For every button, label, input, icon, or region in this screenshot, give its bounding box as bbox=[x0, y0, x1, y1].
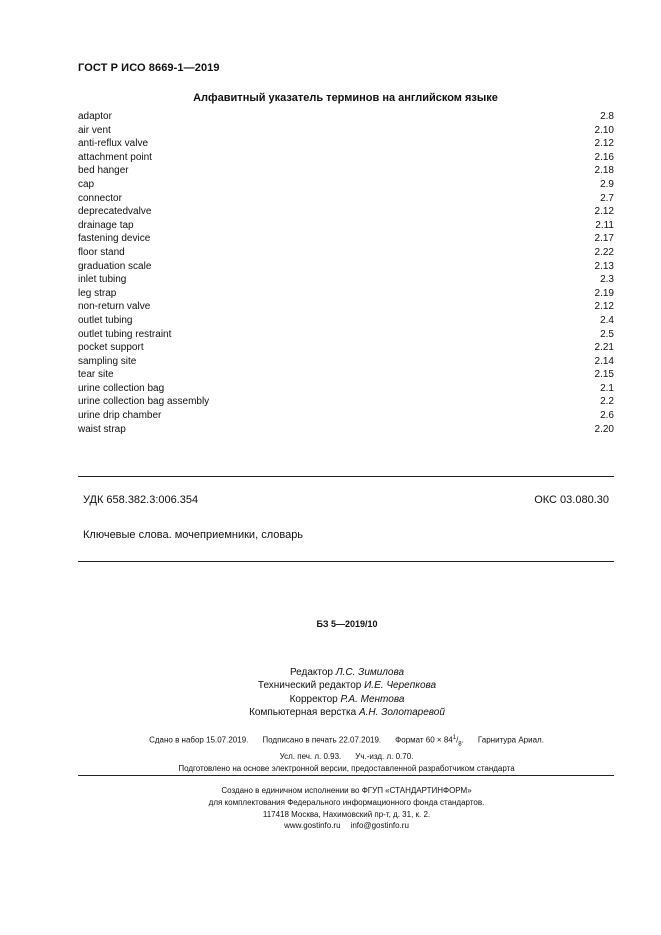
divider-bottom bbox=[78, 561, 614, 562]
format-denominator: 8 bbox=[458, 741, 462, 748]
index-term: outlet tubing restraint bbox=[78, 328, 172, 340]
index-ref: 2.14 bbox=[594, 355, 614, 367]
index-term: outlet tubing bbox=[78, 314, 133, 326]
index-term: cap bbox=[78, 178, 95, 190]
index-entry bbox=[78, 287, 614, 301]
staff-role: Корректор bbox=[289, 693, 338, 705]
index-term: connector bbox=[78, 192, 122, 204]
index-entry bbox=[78, 151, 614, 165]
index-ref: 2.3 bbox=[600, 274, 614, 286]
print-line-1 bbox=[32, 732, 661, 751]
keywords: Ключевые слова. мочеприемники, словарь bbox=[83, 529, 304, 541]
staff-line-tech-editor bbox=[33, 679, 661, 692]
print-details bbox=[0, 732, 661, 775]
format-separator: / bbox=[456, 735, 459, 745]
index-entry bbox=[78, 124, 614, 138]
publisher-contacts bbox=[32, 820, 661, 832]
index-title: Алфавитный указатель терминов на английском языке bbox=[193, 92, 498, 104]
index-ref: 2.11 bbox=[595, 219, 614, 231]
staff-role: Редактор bbox=[289, 667, 333, 678]
divider-top bbox=[78, 476, 614, 477]
publication-sheets: Уч.-изд. л. 0.70. bbox=[355, 751, 414, 761]
index-term: floor stand bbox=[78, 246, 125, 258]
index-ref: 2.12 bbox=[594, 206, 614, 218]
index-entry bbox=[78, 192, 614, 206]
format-numerator: 1 bbox=[452, 735, 457, 741]
index-ref: 2.21 bbox=[594, 342, 614, 354]
index-term: waist strap bbox=[78, 423, 126, 435]
index-term: deprecatedvalve bbox=[78, 206, 152, 218]
index-ref: 2.4 bbox=[600, 314, 614, 326]
preparation-note: Подготовлено на основе электронной версии, предоставленной разработчиком стандарта bbox=[178, 764, 515, 774]
index-term: inlet tubing bbox=[78, 274, 127, 286]
index-entry bbox=[78, 300, 614, 314]
index-term: sampling site bbox=[78, 355, 137, 367]
index-entry bbox=[78, 260, 614, 274]
index-term: non-return valve bbox=[78, 301, 151, 313]
index-term: attachment point bbox=[78, 151, 152, 163]
index-entry bbox=[78, 382, 614, 396]
staff-name: Л.С. Зимилова bbox=[335, 667, 405, 678]
publisher-info bbox=[0, 785, 661, 832]
publisher-line-1: Создано в единичном исполнении во ФГУП «СТАНДАРТИНФОРМ» bbox=[221, 786, 472, 795]
divider-imprint bbox=[78, 775, 614, 776]
index-term: leg strap bbox=[78, 287, 117, 299]
bz-number: БЗ 5—2019/10 bbox=[316, 619, 378, 629]
index-entry bbox=[78, 246, 614, 260]
print-line-2 bbox=[32, 751, 661, 763]
index-term: drainage tap bbox=[78, 219, 134, 231]
index-entry bbox=[78, 137, 614, 151]
index-ref: 2.12 bbox=[594, 138, 614, 150]
index-ref: 2.1 bbox=[600, 382, 614, 394]
index-ref: 2.10 bbox=[594, 124, 614, 136]
index-ref: 2.6 bbox=[600, 410, 614, 422]
index-entry bbox=[78, 232, 614, 246]
index-term: fastening device bbox=[78, 233, 151, 245]
staff-credits bbox=[0, 666, 661, 720]
index-entry bbox=[78, 219, 614, 233]
staff-line-proofreader bbox=[33, 693, 661, 706]
publisher-website[interactable]: www.gostinfo.ru bbox=[284, 821, 341, 831]
index-term: air vent bbox=[78, 124, 111, 136]
staff-line-editor bbox=[33, 666, 661, 679]
index-entry bbox=[78, 341, 614, 355]
format-suffix: . bbox=[461, 735, 464, 745]
index-entry bbox=[78, 178, 614, 192]
index-term: urine drip chamber bbox=[78, 410, 162, 422]
submitted-date: Сдано в набор 15.07.2019. bbox=[149, 735, 249, 745]
index-ref: 2.15 bbox=[594, 369, 614, 381]
udk-code: УДК 658.382.3:006.354 bbox=[83, 494, 199, 506]
index-ref: 2.5 bbox=[600, 328, 614, 340]
index-entry bbox=[78, 164, 614, 178]
index-term: graduation scale bbox=[78, 260, 152, 272]
staff-name: А.Н. Золотаревой bbox=[358, 707, 445, 719]
index-term: pocket support bbox=[78, 342, 144, 354]
index-entry bbox=[78, 205, 614, 219]
index-entry bbox=[78, 328, 614, 342]
publisher-line-2: для комплектования Федерального информационного фонда стандартов. bbox=[208, 797, 485, 807]
index-term: adaptor bbox=[78, 111, 112, 122]
index-entry bbox=[78, 423, 614, 437]
index-ref: 2.7 bbox=[600, 192, 614, 204]
printed-sheets: Усл. печ. л. 0.93. bbox=[279, 751, 342, 761]
index-ref: 2.17 bbox=[594, 233, 614, 245]
staff-role: Технический редактор bbox=[257, 680, 362, 692]
publisher-email[interactable]: info@gostinfo.ru bbox=[350, 821, 409, 831]
index-term: urine collection bag bbox=[78, 382, 165, 394]
index-ref: 2.20 bbox=[594, 423, 614, 435]
index-term: anti-reflux valve bbox=[78, 138, 149, 150]
index-ref: 2.13 bbox=[594, 260, 614, 272]
index-ref: 2.12 bbox=[594, 301, 614, 313]
publisher-address: 117418 Москва, Нахимовский пр-т, д. 31, к. 2. bbox=[262, 809, 431, 819]
index-ref: 2.18 bbox=[594, 165, 614, 177]
index-ref: 2.9 bbox=[600, 178, 614, 190]
document-code: ГОСТ Р ИСО 8669-1—2019 bbox=[78, 62, 220, 74]
index-term: urine collection bag assembly bbox=[78, 396, 210, 408]
index-ref: 2.22 bbox=[594, 246, 614, 258]
index-entry bbox=[78, 314, 614, 328]
index-entry bbox=[78, 395, 614, 409]
staff-role: Компьютерная верстка bbox=[249, 707, 357, 719]
oks-code: ОКС 03.080.30 bbox=[534, 494, 609, 506]
format-prefix: Формат 60 × 84 bbox=[395, 735, 453, 745]
staff-name: Р.А. Ментова bbox=[340, 693, 405, 705]
term-index-list bbox=[78, 110, 614, 436]
staff-line-layout bbox=[33, 706, 661, 719]
typeface: Гарнитура Ариал. bbox=[477, 735, 544, 745]
index-term: tear site bbox=[78, 369, 114, 381]
index-ref: 2.19 bbox=[594, 287, 614, 299]
staff-name: И.Е. Черепкова bbox=[364, 680, 437, 692]
index-entry bbox=[78, 368, 614, 382]
index-entry bbox=[78, 355, 614, 369]
index-term: bed hanger bbox=[78, 165, 129, 177]
signed-date: Подписано в печать 22.07.2019. bbox=[262, 735, 382, 745]
index-ref: 2.16 bbox=[594, 151, 614, 163]
index-entry bbox=[78, 409, 614, 423]
index-ref: 2.2 bbox=[600, 396, 614, 408]
index-entry bbox=[78, 273, 614, 287]
index-entry bbox=[78, 110, 614, 124]
index-ref: 2.8 bbox=[600, 111, 614, 122]
